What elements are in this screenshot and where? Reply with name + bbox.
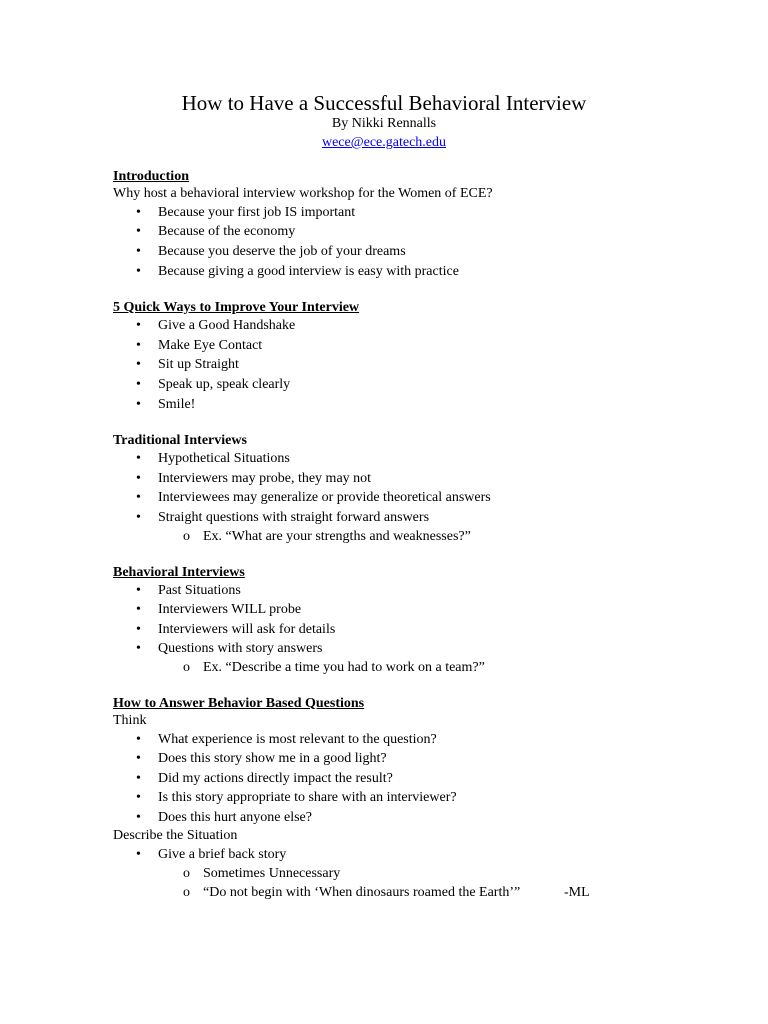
bullet-marker: • <box>136 790 141 805</box>
list-item: Because of the economy <box>158 224 296 239</box>
list-item: Did my actions directly impact the result? <box>158 771 393 786</box>
sub-bullet-marker: o <box>183 529 190 544</box>
bullet-marker: • <box>136 397 141 412</box>
traditional-heading: Traditional Interviews <box>113 433 247 448</box>
bullet-marker: • <box>136 338 141 353</box>
sub-list-item: Sometimes Unnecessary <box>203 866 341 881</box>
bullet-marker: • <box>136 602 141 617</box>
list-item: Because you deserve the job of your dreams <box>158 244 406 259</box>
bullet-marker: • <box>136 583 141 598</box>
sub-bullet-marker: o <box>183 866 190 881</box>
bullet-marker: • <box>136 471 141 486</box>
list-item: Smile! <box>158 397 196 412</box>
list-item: Is this story appropriate to share with an interviewer? <box>158 790 457 805</box>
bullet-marker: • <box>136 224 141 239</box>
document-author: By Nikki Rennalls <box>331 116 437 131</box>
bullet-marker: • <box>136 847 141 862</box>
bullet-marker: • <box>136 318 141 333</box>
introduction-heading: Introduction <box>113 169 189 184</box>
bullet-marker: • <box>136 490 141 505</box>
list-item: Interviewers will ask for details <box>158 622 336 637</box>
list-item: Sit up Straight <box>158 357 239 372</box>
sub-bullet-marker: o <box>183 660 190 675</box>
describe-label: Describe the Situation <box>113 828 238 843</box>
list-item: Because giving a good interview is easy with practice <box>158 264 459 279</box>
introduction-text: Why host a behavioral interview workshop for the Women of ECE? <box>113 186 493 201</box>
bullet-marker: • <box>136 751 141 766</box>
list-item: Because your first job IS important <box>158 205 356 220</box>
list-item: Hypothetical Situations <box>158 451 290 466</box>
sub-list-item: Ex. “What are your strengths and weaknesses?” <box>203 529 471 544</box>
document-title: How to Have a Successful Behavioral Interview <box>181 91 587 115</box>
bullet-marker: • <box>136 377 141 392</box>
list-item: Interviewers WILL probe <box>158 602 302 617</box>
list-item: Does this story show me in a good light? <box>158 751 387 766</box>
bullet-marker: • <box>136 622 141 637</box>
document-email <box>0 134 768 152</box>
list-item: Past Situations <box>158 583 241 598</box>
bullet-marker: • <box>136 451 141 466</box>
list-item: Interviewers may probe, they may not <box>158 471 372 486</box>
answer-heading: How to Answer Behavior Based Questions <box>113 696 365 711</box>
list-item: Does this hurt anyone else? <box>158 810 312 825</box>
bullet-marker: • <box>136 510 141 525</box>
bullet-marker: • <box>136 205 141 220</box>
email-link[interactable]: wece@ece.gatech.edu <box>321 135 447 150</box>
bullet-marker: • <box>136 641 141 656</box>
list-item: Give a Good Handshake <box>158 318 296 333</box>
list-item: Questions with story answers <box>158 641 323 656</box>
bullet-marker: • <box>136 357 141 372</box>
quick-ways-heading: 5 Quick Ways to Improve Your Interview <box>113 300 360 315</box>
list-item: Interviewees may generalize or provide theoretical answers <box>158 490 491 505</box>
bullet-marker: • <box>136 732 141 747</box>
think-label: Think <box>113 713 147 728</box>
list-item: What experience is most relevant to the question? <box>158 732 437 747</box>
bullet-marker: • <box>136 771 141 786</box>
bullet-marker: • <box>136 264 141 279</box>
quote-attribution: -ML <box>564 885 590 900</box>
sub-list-item: “Do not begin with ‘When dinosaurs roamed the Earth’” <box>203 885 521 900</box>
bullet-marker: • <box>136 244 141 259</box>
list-item: Speak up, speak clearly <box>158 377 291 392</box>
behavioral-heading: Behavioral Interviews <box>113 565 245 580</box>
sub-bullet-marker: o <box>183 885 190 900</box>
list-item: Straight questions with straight forward answers <box>158 510 430 525</box>
bullet-marker: • <box>136 810 141 825</box>
list-item: Make Eye Contact <box>158 338 263 353</box>
list-item: Give a brief back story <box>158 847 287 862</box>
sub-list-item: Ex. “Describe a time you had to work on a team?” <box>203 660 485 675</box>
